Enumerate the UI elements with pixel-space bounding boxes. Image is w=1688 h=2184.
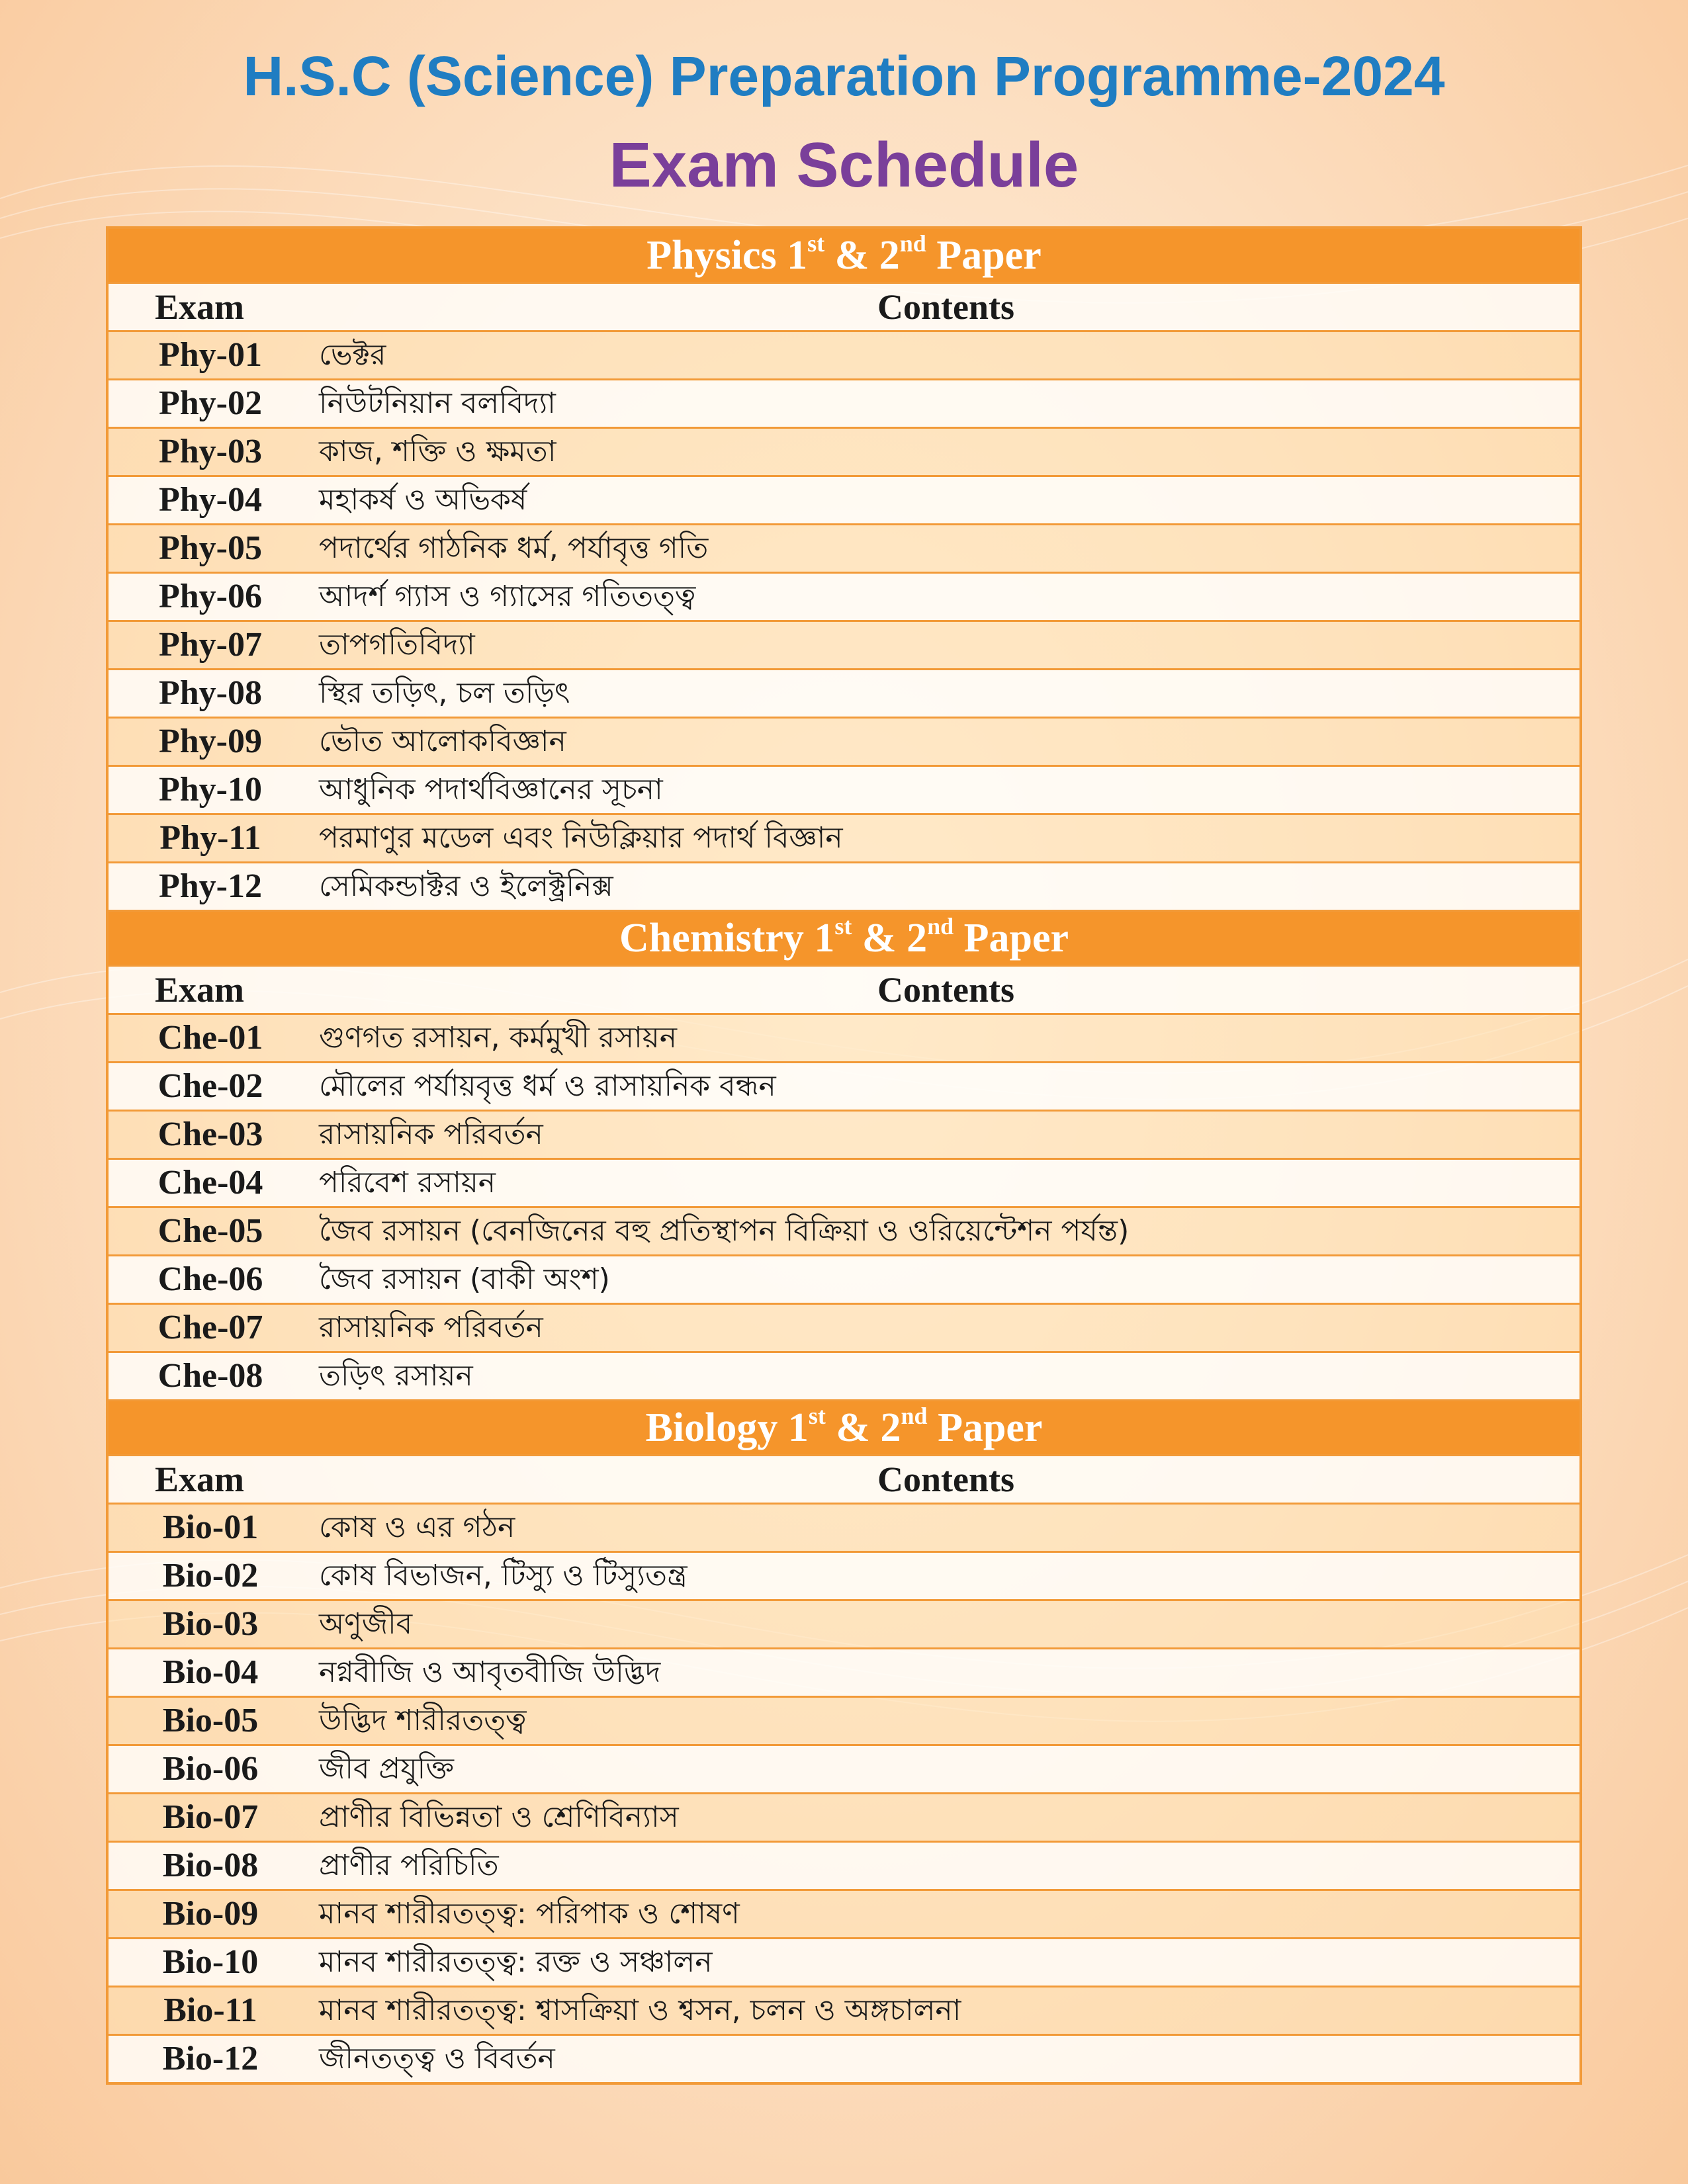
exam-contents: কোষ বিভাজন, টিস্যু ও টিস্যুতন্ত্র xyxy=(319,1559,688,1593)
table-row xyxy=(109,1063,1579,1112)
exam-contents: নগ্নবীজি ও আবৃতবীজি উদ্ভিদ xyxy=(319,1655,661,1689)
section-superscript: st xyxy=(808,1403,826,1430)
section-subject-mid: & 2 xyxy=(852,916,928,961)
table-row xyxy=(109,332,1579,380)
column-header-row xyxy=(109,284,1579,332)
section-header xyxy=(109,1401,1579,1456)
exam-code: Phy-01 xyxy=(159,336,262,374)
exam-contents: মহাকর্ষ ও অভিকর্ষ xyxy=(319,483,527,517)
section-subject-mid: & 2 xyxy=(824,233,900,278)
exam-contents: রাসায়নিক পরিবর্তন xyxy=(319,1117,543,1151)
table-row xyxy=(109,1794,1579,1843)
exam-code: Phy-11 xyxy=(159,819,261,857)
exam-contents: কাজ, শক্তি ও ক্ষমতা xyxy=(319,435,556,468)
exam-column-header: Exam xyxy=(155,970,244,1010)
exam-contents: জীনতত্ত্ব ও বিবর্তন xyxy=(319,2042,555,2075)
section-subject-tail: Paper xyxy=(926,233,1042,278)
table-row xyxy=(109,1939,1579,1987)
exam-code: Phy-12 xyxy=(159,867,262,905)
exam-contents: প্রাণীর বিভিন্নতা ও শ্রেণিবিন্যাস xyxy=(319,1800,679,1834)
exam-code: Che-08 xyxy=(157,1357,263,1395)
section-subject-tail: Paper xyxy=(927,1405,1043,1450)
page-subtitle: Exam Schedule xyxy=(609,130,1079,200)
exam-contents: আধুনিক পদার্থবিজ্ঞানের সূচনা xyxy=(319,773,663,807)
exam-code: Bio-07 xyxy=(162,1798,259,1836)
table-row xyxy=(109,1843,1579,1891)
exam-contents: স্থির তড়িৎ, চল তড়িৎ xyxy=(319,676,570,710)
contents-column-header: Contents xyxy=(877,970,1014,1010)
exam-contents: কোষ ও এর গঠন xyxy=(319,1510,515,1544)
page-title: H.S.C (Science) Preparation Programme-2024 xyxy=(243,45,1445,107)
section-header xyxy=(109,229,1579,284)
section-subject: Biology 1 xyxy=(645,1405,809,1450)
table-row xyxy=(109,767,1579,815)
exam-code: Che-07 xyxy=(157,1309,263,1346)
exam-contents: তড়িৎ রসায়ন xyxy=(319,1359,473,1393)
exam-code: Bio-04 xyxy=(162,1653,259,1691)
table-row xyxy=(109,1698,1579,1746)
exam-code: Phy-07 xyxy=(159,626,262,664)
exam-contents: মানব শারীরতত্ত্ব: পরিপাক ও শোষণ xyxy=(319,1897,740,1931)
exam-schedule-table xyxy=(106,226,1582,2085)
exam-code: Bio-01 xyxy=(162,1508,259,1546)
exam-contents: তাপগতিবিদ্যা xyxy=(319,628,475,662)
section-subject-tail: Paper xyxy=(954,916,1069,961)
exam-contents: জৈব রসায়ন (বাকী অংশ) xyxy=(319,1262,610,1296)
section-subject: Physics 1 xyxy=(646,233,808,278)
exam-code: Bio-02 xyxy=(162,1557,259,1594)
section-superscript: st xyxy=(807,230,825,257)
table-row xyxy=(109,1649,1579,1698)
table-row xyxy=(109,1305,1579,1353)
exam-code: Phy-03 xyxy=(159,433,262,470)
exam-contents: জীব প্রযুক্তি xyxy=(319,1752,454,1786)
exam-code: Che-04 xyxy=(157,1164,263,1201)
exam-contents: ভেক্টর xyxy=(319,338,386,372)
exam-contents: মানব শারীরতত্ত্ব: রক্ত ও সঞ্চালন xyxy=(319,1945,713,1979)
exam-contents: ভৌত আলোকবিজ্ঞান xyxy=(319,724,566,758)
table-row xyxy=(109,574,1579,622)
table-row xyxy=(109,477,1579,525)
section-superscript: nd xyxy=(927,913,954,940)
exam-column-header: Exam xyxy=(155,1460,244,1499)
table-row xyxy=(109,863,1579,912)
exam-code: Bio-11 xyxy=(163,1991,257,2029)
table-row xyxy=(109,1891,1579,1939)
table-row xyxy=(109,1746,1579,1794)
exam-code: Che-05 xyxy=(157,1212,263,1250)
exam-contents: মানব শারীরতত্ত্ব: শ্বাসক্রিয়া ও শ্বসন, চলন ও অঙ্গচালনা xyxy=(319,1993,961,2027)
table-row xyxy=(109,1987,1579,2036)
exam-contents: রাসায়নিক পরিবর্তন xyxy=(319,1311,543,1344)
table-row xyxy=(109,1553,1579,1601)
exam-code: Che-06 xyxy=(157,1260,263,1298)
exam-contents: নিউটনিয়ান বলবিদ্যা xyxy=(319,386,556,420)
table-row xyxy=(109,2036,1579,2082)
exam-contents: পরমাণুর মডেল এবং নিউক্লিয়ার পদার্থ বিজ্ঞান xyxy=(319,821,843,855)
exam-code: Che-03 xyxy=(157,1115,263,1153)
exam-contents: সেমিকন্ডাক্টর ও ইলেক্ট্রনিক্স xyxy=(319,869,613,903)
section-subject-mid: & 2 xyxy=(825,1405,901,1450)
exam-code: Phy-04 xyxy=(159,481,262,519)
section-superscript: nd xyxy=(899,230,926,257)
section-superscript: st xyxy=(834,913,852,940)
exam-column-header: Exam xyxy=(155,287,244,327)
column-header-row xyxy=(109,1456,1579,1505)
exam-code: Phy-06 xyxy=(159,578,262,615)
exam-code: Phy-05 xyxy=(159,529,262,567)
exam-code: Che-01 xyxy=(157,1019,263,1057)
contents-column-header: Contents xyxy=(877,287,1014,327)
exam-contents: অণুজীব xyxy=(319,1607,413,1641)
exam-code: Bio-08 xyxy=(162,1847,259,1884)
table-row xyxy=(109,380,1579,429)
table-row xyxy=(109,719,1579,767)
exam-code: Phy-10 xyxy=(159,771,262,808)
exam-code: Bio-03 xyxy=(162,1605,259,1643)
table-row xyxy=(109,525,1579,574)
column-header-row xyxy=(109,967,1579,1015)
section-superscript: nd xyxy=(901,1403,928,1430)
exam-contents: গুণগত রসায়ন, কর্মমুখী রসায়ন xyxy=(319,1021,677,1055)
section-subject: Chemistry 1 xyxy=(619,916,835,961)
exam-contents: পরিবেশ রসায়ন xyxy=(319,1166,496,1200)
exam-code: Phy-02 xyxy=(159,384,262,422)
table-row xyxy=(109,1208,1579,1256)
table-row xyxy=(109,622,1579,670)
exam-code: Che-02 xyxy=(157,1067,263,1105)
table-row xyxy=(109,1112,1579,1160)
exam-contents: পদার্থের গাঠনিক ধর্ম, পর্যাবৃত্ত গতি xyxy=(319,531,709,565)
table-row xyxy=(109,815,1579,863)
table-row xyxy=(109,429,1579,477)
table-row xyxy=(109,1256,1579,1305)
page-header xyxy=(0,40,1688,205)
table-row xyxy=(109,1505,1579,1553)
section-header xyxy=(109,912,1579,967)
exam-contents: মৌলের পর্যায়বৃত্ত ধর্ম ও রাসায়নিক বন্ধন xyxy=(319,1069,776,1103)
exam-code: Bio-09 xyxy=(162,1895,259,1933)
exam-contents: প্রাণীর পরিচিতি xyxy=(319,1849,499,1882)
table-row xyxy=(109,1601,1579,1649)
exam-contents: আদর্শ গ্যাস ও গ্যাসের গতিতত্ত্ব xyxy=(319,580,696,613)
exam-contents: জৈব রসায়ন (বেনজিনের বহু প্রতিস্থাপন বিক্রিয়া ও ওরিয়েন্টেশন পর্যন্ত) xyxy=(319,1214,1130,1248)
table-row xyxy=(109,1160,1579,1208)
table-row xyxy=(109,670,1579,719)
exam-contents: উদ্ভিদ শারীরতত্ত্ব xyxy=(319,1704,527,1737)
exam-code: Bio-05 xyxy=(162,1702,259,1739)
contents-column-header: Contents xyxy=(877,1460,1014,1499)
exam-code: Bio-10 xyxy=(162,1943,259,1981)
exam-code: Bio-06 xyxy=(162,1750,259,1788)
exam-code: Bio-12 xyxy=(162,2040,259,2077)
table-row xyxy=(109,1353,1579,1401)
exam-code: Phy-08 xyxy=(159,674,262,712)
table-row xyxy=(109,1015,1579,1063)
exam-code: Phy-09 xyxy=(159,722,262,760)
